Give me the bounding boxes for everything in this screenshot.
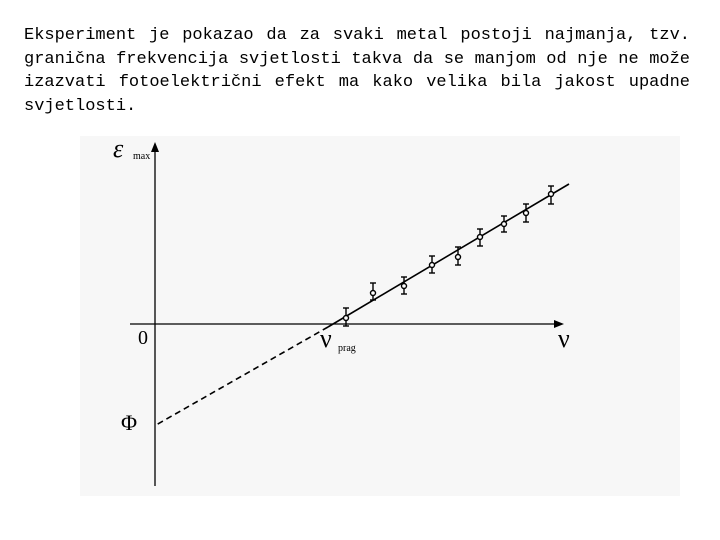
explanation-paragraph: Eksperiment je pokazao da za svaki metal postoji najmanja, tzv. granična frekvencija svjetlosti takva da se manjom od nje ne može izazvati fotoelektrični efekt ma kako velika bila jakost upadne svjetlosti. <box>24 26 690 116</box>
intercept-label: Φ <box>121 410 138 435</box>
y-axis-subscript: max <box>133 151 151 162</box>
threshold-subscript: prag <box>338 343 356 354</box>
threshold-symbol: ν <box>320 324 332 353</box>
x-axis-symbol: ν <box>558 324 570 353</box>
photoelectric-graph <box>80 136 680 496</box>
y-axis-symbol: ε <box>113 136 124 163</box>
origin-label: 0 <box>138 327 148 349</box>
